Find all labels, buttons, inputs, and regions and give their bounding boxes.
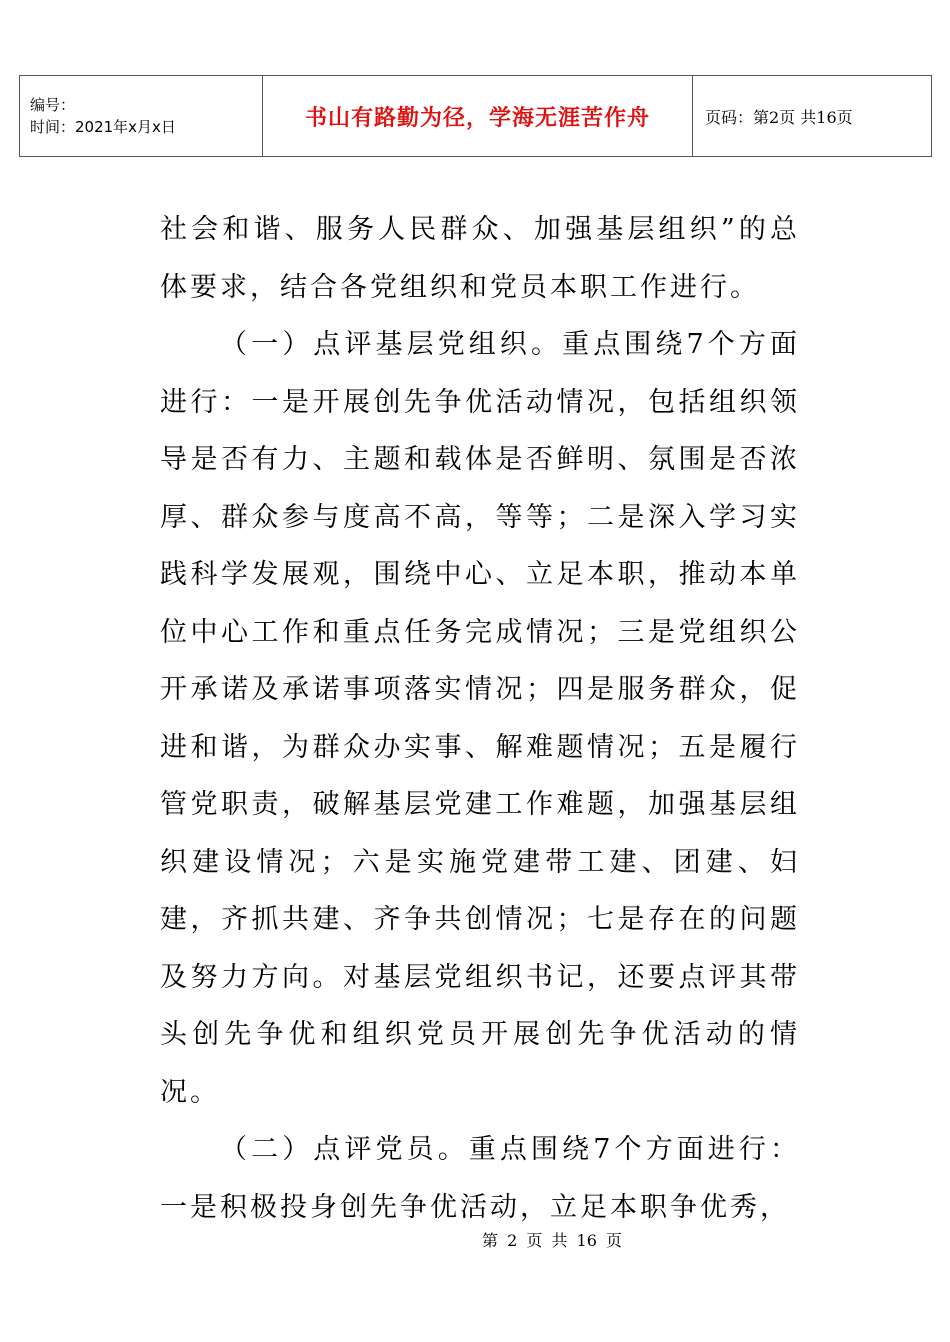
document-number-label: 编号： [30,96,76,114]
body-paragraph-3: （二）点评党员。重点围绕7个方面进行：一是积极投身创先争优活动，立足本职争优秀， [160,1134,800,1223]
document-header [19,75,932,157]
body-paragraph-1: 社会和谐、服务人民群众、加强基层组织”的总体要求，结合各党组织和党员本职工作进行。 [160,214,800,303]
document-body [160,201,800,1236]
header-page-code: 页码：第2页 共16页 [693,76,932,157]
document-time-label: 时间：2021年x月x日 [30,118,176,136]
header-motto: 书山有路勤为径，学海无涯苦作舟 [263,76,693,157]
page-footer: 第 2 页 共 16 页 [482,1231,622,1250]
header-meta-cell [20,76,263,157]
body-paragraph-2: （一）点评基层党组织。重点围绕7个方面进行：一是开展创先争优活动情况，包括组织领导是否有力、主题和载体是否鲜明、氛围是否浓厚、群众参与度高不高，等等；二是深入学习实践科学发展观，围绕中心、立足本职，推动本单位中心工作和重点任务完成情况；三是党组织公开承诺及承诺事项落实情况；四是服务群众，促进和谐，为群众办实事、解难题情况；五是履行管党职责，破解基层党建工作难题，加强基层组织建设情况；六是实施党建带工建、团建、妇建，齐抓共建、齐争共创情况；七是存在的问题及努力方向。对基层党组织书记，还要点评其带头创先争优和组织党员开展创先争优活动的情况。 [160,329,800,1108]
